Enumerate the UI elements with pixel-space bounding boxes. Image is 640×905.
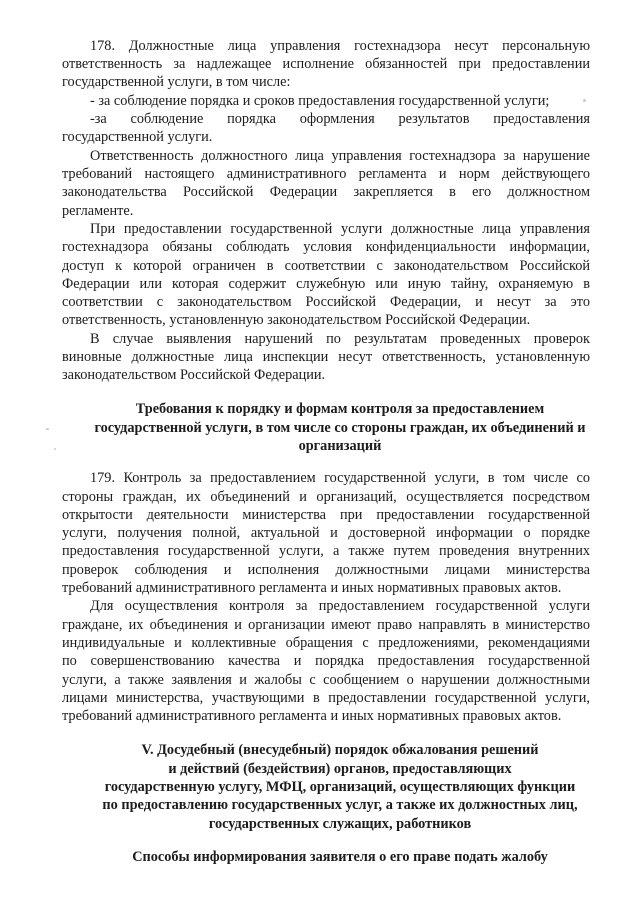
text-line: государственной услуги. <box>62 129 213 145</box>
heading-line: организаций <box>298 438 382 454</box>
text-line: Ответственность должностного лица управления гостехнадзора за нарушение <box>90 148 590 164</box>
text-line: Для осуществления контроля за предоставлением государственной услуги <box>90 598 590 614</box>
text-line: предоставления государственной услуги, а также путем проведения внутренних <box>62 543 590 559</box>
text-line: 178. Должностные лица управления гостехнадзора несут персональную <box>90 38 590 54</box>
text-line: 179. Контроль за предоставлением государственной услуги, в том числе со <box>90 470 590 486</box>
heading-line: государственных служащих, работников <box>208 816 472 832</box>
text-line: ответственность, установленную законодательством Российской Федерации. <box>62 312 531 328</box>
text-line: виновные должностные лица инспекции несут ответственность, установленную <box>62 349 590 365</box>
text-line: открытости деятельности министерства при предоставлении государственной <box>62 507 590 523</box>
text-line: ответственность за надлежащее исполнение обязанностей при предоставлении <box>62 56 590 72</box>
text-line: -за соблюдение порядка оформления результатов предоставления <box>90 111 590 127</box>
text-line: законодательством Российской Федерации. <box>62 367 326 383</box>
text-line: гостехнадзора обязаны соблюдать условия конфиденциальности информации, <box>62 239 590 255</box>
heading-line: V. Досудебный (внесудебный) порядок обжалования решений <box>141 742 539 758</box>
scan-speck <box>54 448 56 450</box>
text-line: При предоставлении государственной услуги должностные лица управления <box>90 221 590 237</box>
text-line: проверок соблюдения и исполнения должностными лицами министерства <box>62 562 590 578</box>
text-line: по совершенствованию качества и порядка предоставления государственной <box>62 653 590 669</box>
text-line: индивидуальные и коллективные обращения с предложениями, рекомендациями <box>62 635 590 651</box>
scan-speck <box>583 99 586 102</box>
text-line: регламенте. <box>62 203 134 219</box>
text-line: требований настоящего административного регламента и норм действующего <box>62 166 590 182</box>
text-line: лицами министерства, участвующими в предоставлении государственной услуги, <box>62 690 590 706</box>
heading-line: государственную услугу, МФЦ, организаций, осуществляющих функции <box>104 779 576 795</box>
heading-line: и действий (бездействия) органов, предоставляющих <box>168 761 512 777</box>
text-line: услуги, получения полной, актуальной и достоверной информации о порядке <box>62 525 590 541</box>
subsection-heading: Способы информирования заявителя о его праве подать жалобу <box>132 849 548 865</box>
text-line: - за соблюдение порядка и сроков предоставления государственной услуги; <box>90 93 550 109</box>
text-line: требований административного регламента и иных нормативных правовых актов. <box>62 708 562 724</box>
text-line: граждане, их объединения и организации имеют право направлять в министерство <box>62 617 590 633</box>
scan-speck <box>46 428 49 430</box>
text-line: В случае выявления нарушений по результатам проведенных проверок <box>90 331 590 347</box>
text-line: законодательства Российской Федерации закрепляется в его должностном <box>62 184 590 200</box>
heading-line: Требования к порядку и формам контроля за предоставлением <box>135 401 545 417</box>
text-line: услуги, а также заявления и жалобы с сообщением о нарушении должностными <box>62 672 590 688</box>
text-line: Федерации или которая содержит служебную или иную тайну, охраняемую в <box>62 276 590 292</box>
text-line: требований административного регламента и иных нормативных правовых актов. <box>62 580 562 596</box>
text-line: государственной услуги, в том числе: <box>62 74 291 90</box>
text-line: доступ к которой ограничен в соответствии с законодательством Российской <box>62 258 590 274</box>
heading-line: по предоставлению государственных услуг, а также их должностных лиц, <box>102 797 578 813</box>
text-line: соответствии с законодательством Российской Федерации, и несут за это <box>62 294 590 310</box>
heading-line: государственной услуги, в том числе со стороны граждан, их объединений и <box>94 420 586 436</box>
text-line: стороны граждан, их объединений и организаций, осуществляется посредством <box>62 489 590 505</box>
